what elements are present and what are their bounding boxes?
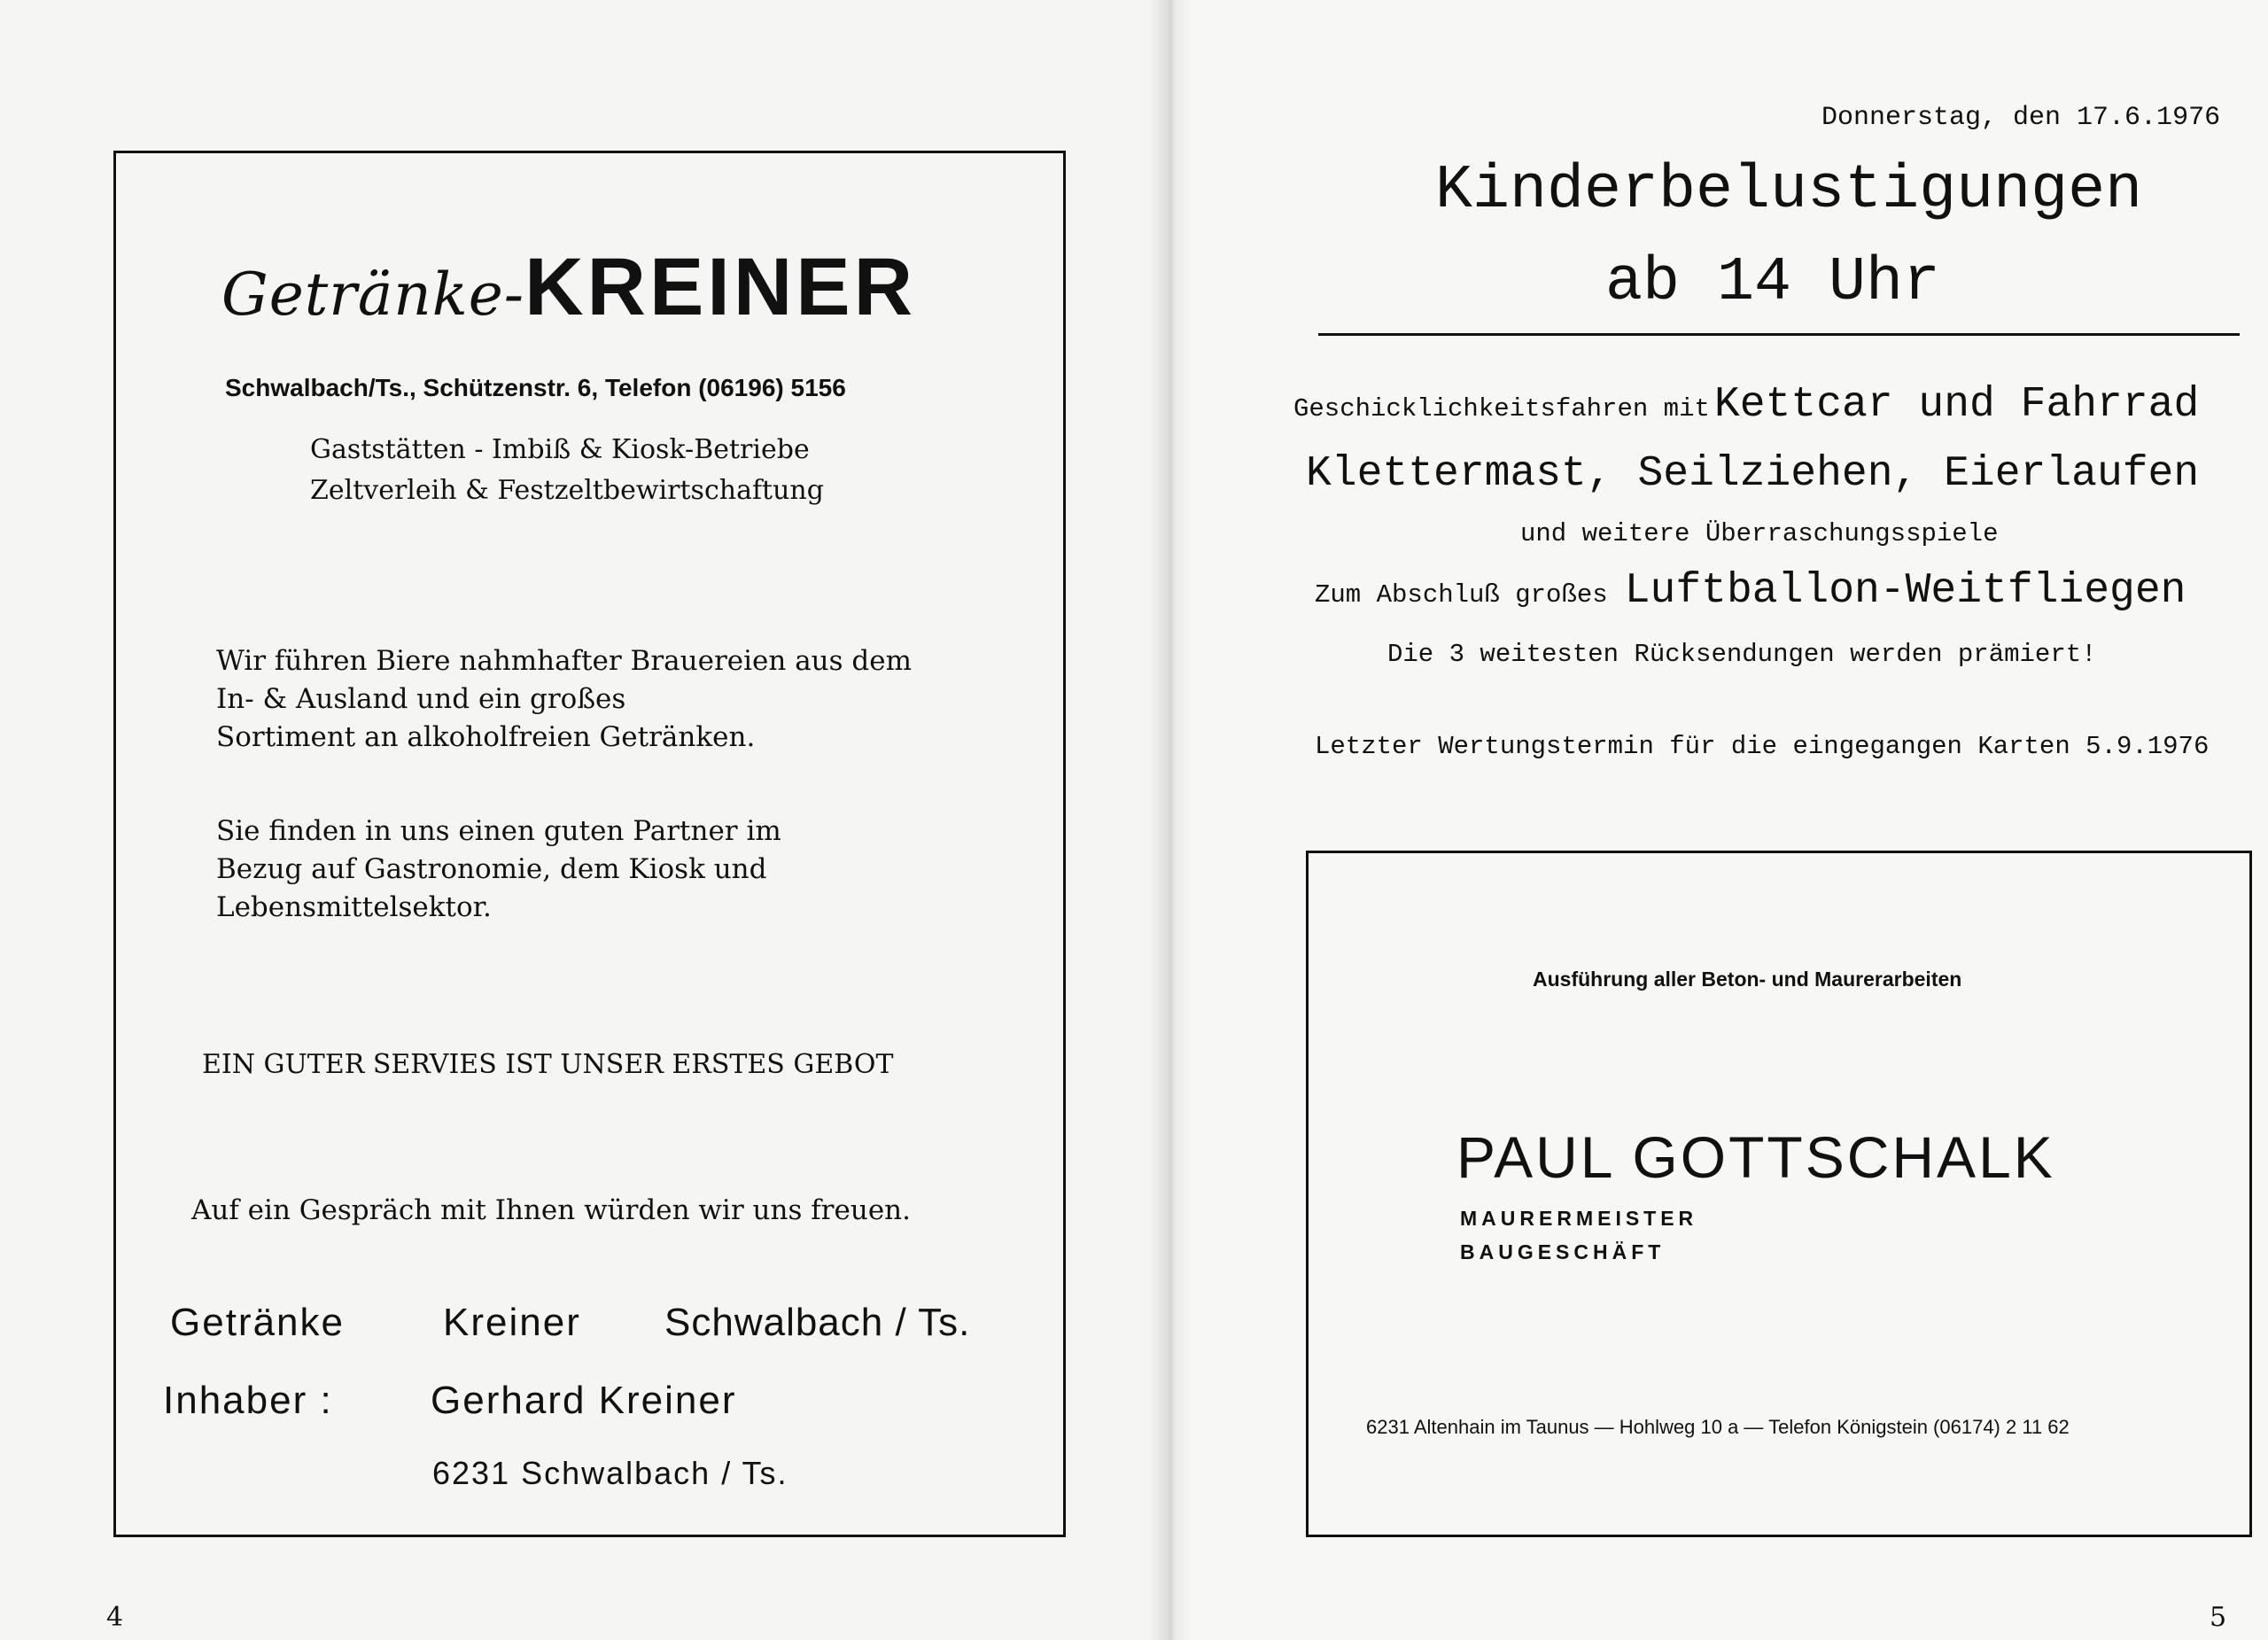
activity-line-3: und weitere Überraschungsspiele [1520,519,1999,548]
gottschalk-role-1: MAURERMEISTER [1460,1207,1698,1230]
finale-prefix: Zum Abschluß großes [1315,580,1608,610]
signature-word-2: Kreiner [443,1301,581,1344]
ad-paragraph2-line-3: Lebensmittelsektor. [216,891,492,923]
ad-paragraph1-line-1: Wir führen Biere nahmhafter Brauereien aus dem [216,645,912,677]
finale-line [1315,567,2186,615]
ad-paragraph2-line-1: Sie finden in uns einen guten Partner im [216,815,781,847]
page-number-right: 5 [2210,1602,2227,1633]
ad-title-brand: KREINER [524,242,917,332]
headline-rule [1318,333,2240,336]
activity-prefix: Geschicklichkeitsfahren mit [1293,394,1710,424]
signature-word-1: Getränke [170,1301,345,1344]
deadline-note: Letzter Wertungstermin für die eingegangen Karten 5.9.1976 [1315,732,2210,761]
activity-line-1 [1293,381,2199,429]
finale-main: Luftballon-Weitfliegen [1624,567,2186,615]
gottschalk-tagline: Ausführung aller Beton- und Maurerarbeiten [1533,968,1962,991]
page-number-left: 4 [106,1602,124,1633]
ad-service-line-2: Zeltverleih & Festzeltbewirtschaftung [310,475,824,506]
gottschalk-address: 6231 Altenhain im Taunus — Hohlweg 10 a — Telefon Königstein (06174) 2 11 62 [1366,1416,2070,1438]
ad-service-line-1: Gaststätten - Imbiß & Kiosk-Betriebe [310,434,810,465]
book-gutter [1148,0,1192,1640]
event-headline: Kinderbelustigungen [1435,156,2143,226]
ad-title [221,241,916,334]
signature-owner-label: Inhaber : [163,1379,333,1422]
gottschalk-name: PAUL GOTTSCHALK [1456,1124,2055,1190]
activity-line-2: Klettermast, Seilziehen, Eierlaufen [1306,450,2200,498]
ad-title-script: Getränke- [221,260,525,329]
ad-paragraph1-line-3: Sortiment an alkoholfreien Getränken. [216,721,756,753]
ad-paragraph2-line-2: Bezug auf Gastronomie, dem Kiosk und [216,853,767,885]
gottschalk-role-2: BAUGESCHÄFT [1460,1240,1666,1263]
ad-closing: Auf ein Gespräch mit Ihnen würden wir uns freuen. [191,1194,911,1226]
event-date: Donnerstag, den 17.6.1976 [1821,103,2221,133]
signature-owner-name: Gerhard Kreiner [431,1379,737,1422]
activity-main: Kettcar und Fahrrad [1713,381,2200,429]
event-subheadline: ab 14 Uhr [1605,248,1941,318]
ad-paragraph1-line-2: In- & Ausland und ein großes [216,683,626,715]
signature-word-3: Schwalbach / Ts. [664,1301,971,1344]
signature-city-line: 6231 Schwalbach / Ts. [432,1455,788,1491]
ad-motto: EIN GUTER SERVIES IST UNSER ERSTES GEBOT [202,1049,894,1080]
ad-address-line: Schwalbach/Ts., Schützenstr. 6, Telefon (06196) 5156 [225,374,846,401]
prize-note: Die 3 weitesten Rücksendungen werden prämiert! [1387,640,2097,669]
